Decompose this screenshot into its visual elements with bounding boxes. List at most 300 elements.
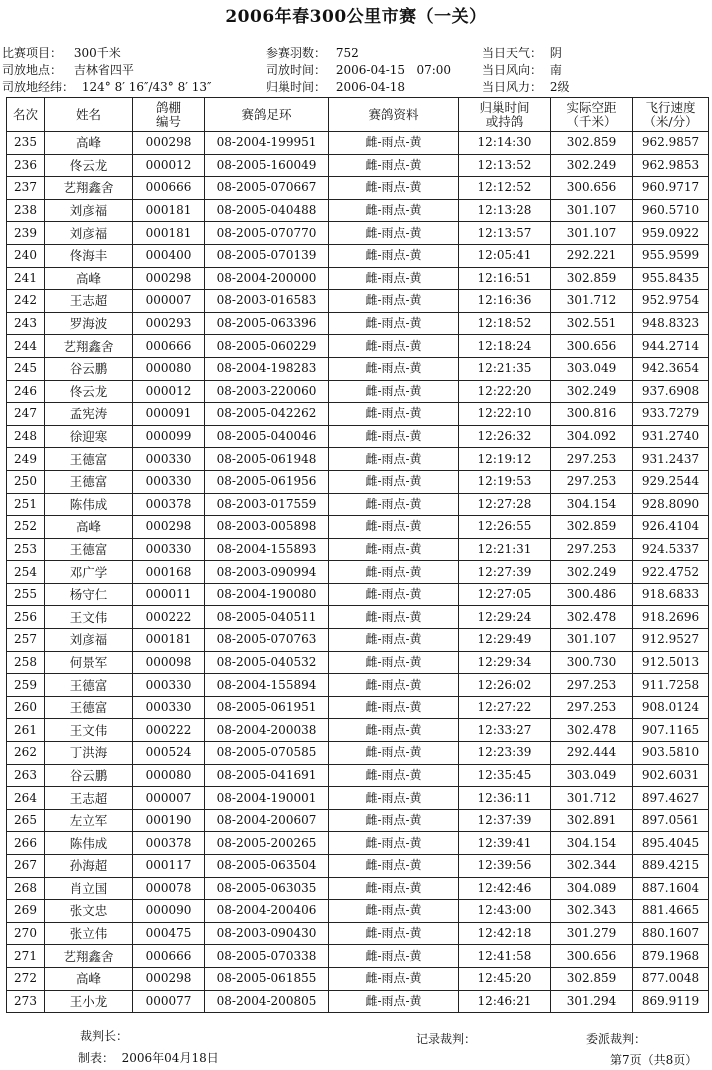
cell-name: 陈伟成 xyxy=(45,493,133,516)
page-number: 第7页（共8页） xyxy=(610,1053,698,1067)
cell-speed: 912.5013 xyxy=(633,651,709,674)
cell-name: 谷云鹏 xyxy=(45,357,133,380)
cell-ring-number: 08-2005-063396 xyxy=(205,312,329,335)
cell-arrival-time: 12:13:57 xyxy=(459,222,551,245)
meta-release-time xyxy=(266,61,451,78)
cell-arrival-time: 12:16:36 xyxy=(459,290,551,313)
cell-arrival-time: 12:29:24 xyxy=(459,606,551,629)
cell-ring-number: 08-2004-155894 xyxy=(205,674,329,697)
cell-distance: 301.294 xyxy=(551,990,633,1013)
cell-distance: 292.444 xyxy=(551,742,633,765)
meta-coords xyxy=(2,78,212,95)
cell-arrival-time: 12:41:58 xyxy=(459,945,551,968)
cell-pigeon-info: 雌-雨点-黄 xyxy=(329,516,459,539)
cell-rank: 273 xyxy=(7,990,45,1013)
cell-ring-number: 08-2004-190080 xyxy=(205,583,329,606)
cell-pigeon-info: 雌-雨点-黄 xyxy=(329,651,459,674)
meta-wind-dir xyxy=(482,61,562,78)
table-header-row xyxy=(7,98,709,132)
table-row xyxy=(7,312,709,335)
cell-loft-id: 000293 xyxy=(133,312,205,335)
cell-distance: 302.859 xyxy=(551,516,633,539)
cell-arrival-time: 12:27:05 xyxy=(459,583,551,606)
table-row xyxy=(7,357,709,380)
cell-pigeon-info: 雌-雨点-黄 xyxy=(329,448,459,471)
cell-speed: 955.8435 xyxy=(633,267,709,290)
cell-arrival-time: 12:39:56 xyxy=(459,855,551,878)
cell-name: 刘彦福 xyxy=(45,222,133,245)
table-row xyxy=(7,516,709,539)
cell-pigeon-info: 雌-雨点-黄 xyxy=(329,335,459,358)
table-row xyxy=(7,719,709,742)
cell-distance: 302.478 xyxy=(551,719,633,742)
cell-speed: 933.7279 xyxy=(633,403,709,426)
cell-name: 高峰 xyxy=(45,132,133,155)
coords-value: 124° 8′ 16″/43° 8′ 13″ xyxy=(81,80,212,94)
table-row xyxy=(7,244,709,267)
cell-distance: 301.712 xyxy=(551,787,633,810)
cell-pigeon-info: 雌-雨点-黄 xyxy=(329,674,459,697)
cell-distance: 297.253 xyxy=(551,538,633,561)
table-row xyxy=(7,945,709,968)
cell-distance: 302.859 xyxy=(551,267,633,290)
cell-loft-id: 000330 xyxy=(133,674,205,697)
cell-rank: 251 xyxy=(7,493,45,516)
cell-pigeon-info: 雌-雨点-黄 xyxy=(329,629,459,652)
cell-ring-number: 08-2003-090994 xyxy=(205,561,329,584)
table-row xyxy=(7,629,709,652)
cell-rank: 255 xyxy=(7,583,45,606)
cell-loft-id: 000298 xyxy=(133,132,205,155)
cell-loft-id: 000091 xyxy=(133,403,205,426)
cell-loft-id: 000011 xyxy=(133,583,205,606)
meta-weather xyxy=(482,44,562,61)
cell-distance: 302.249 xyxy=(551,380,633,403)
cell-rank: 243 xyxy=(7,312,45,335)
cell-rank: 262 xyxy=(7,742,45,765)
cell-arrival-time: 12:13:28 xyxy=(459,199,551,222)
column-header-ring-number: 赛鸽足环 xyxy=(205,98,329,132)
table-row xyxy=(7,380,709,403)
table-row xyxy=(7,222,709,245)
cell-distance: 300.730 xyxy=(551,651,633,674)
cell-distance: 300.656 xyxy=(551,177,633,200)
cell-ring-number: 08-2005-070585 xyxy=(205,742,329,765)
cell-arrival-time: 12:19:12 xyxy=(459,448,551,471)
cell-ring-number: 08-2005-040046 xyxy=(205,425,329,448)
cell-speed: 879.1968 xyxy=(633,945,709,968)
cell-distance: 302.551 xyxy=(551,312,633,335)
cell-loft-id: 000378 xyxy=(133,832,205,855)
cell-speed: 942.3654 xyxy=(633,357,709,380)
cell-arrival-time: 12:13:52 xyxy=(459,154,551,177)
cell-name: 谷云鹏 xyxy=(45,764,133,787)
cell-loft-id: 000078 xyxy=(133,877,205,900)
cell-loft-id: 000330 xyxy=(133,696,205,719)
cell-name: 佟海丰 xyxy=(45,244,133,267)
cell-speed: 902.6031 xyxy=(633,764,709,787)
cell-speed: 962.9853 xyxy=(633,154,709,177)
cell-arrival-time: 12:18:24 xyxy=(459,335,551,358)
table-row xyxy=(7,855,709,878)
cell-name: 艺翔鑫舍 xyxy=(45,945,133,968)
column-header-pigeon-info: 赛鸽资料 xyxy=(329,98,459,132)
cell-arrival-time: 12:27:28 xyxy=(459,493,551,516)
cell-loft-id: 000222 xyxy=(133,606,205,629)
column-header-loft-id: 鸽棚 编号 xyxy=(133,98,205,132)
cell-pigeon-info: 雌-雨点-黄 xyxy=(329,945,459,968)
cell-loft-id: 000012 xyxy=(133,380,205,403)
wind-force-label: 当日风力： xyxy=(482,80,543,94)
cell-pigeon-info: 雌-雨点-黄 xyxy=(329,561,459,584)
cell-name: 刘彦福 xyxy=(45,199,133,222)
cell-ring-number: 08-2005-040532 xyxy=(205,651,329,674)
cell-arrival-time: 12:26:02 xyxy=(459,674,551,697)
cell-arrival-time: 12:33:27 xyxy=(459,719,551,742)
cell-rank: 240 xyxy=(7,244,45,267)
cell-distance: 297.253 xyxy=(551,674,633,697)
release-time-label: 司放时间： xyxy=(266,63,327,77)
cell-pigeon-info: 雌-雨点-黄 xyxy=(329,809,459,832)
table-row xyxy=(7,742,709,765)
table-row xyxy=(7,787,709,810)
cell-name: 肖立国 xyxy=(45,877,133,900)
column-header-name: 姓名 xyxy=(45,98,133,132)
cell-loft-id: 000007 xyxy=(133,290,205,313)
cell-name: 王志超 xyxy=(45,787,133,810)
table-row xyxy=(7,696,709,719)
cell-name: 罗海波 xyxy=(45,312,133,335)
cell-speed: 880.1607 xyxy=(633,922,709,945)
cell-ring-number: 08-2003-090430 xyxy=(205,922,329,945)
cell-name: 佟云龙 xyxy=(45,154,133,177)
cell-name: 王德富 xyxy=(45,538,133,561)
cell-arrival-time: 12:43:00 xyxy=(459,900,551,923)
cell-arrival-time: 12:26:32 xyxy=(459,425,551,448)
cell-rank: 272 xyxy=(7,967,45,990)
cell-rank: 265 xyxy=(7,809,45,832)
prepared-date: 制表： 2006年04月18日 xyxy=(78,1051,219,1065)
cell-speed: 926.4104 xyxy=(633,516,709,539)
cell-arrival-time: 12:26:55 xyxy=(459,516,551,539)
cell-speed: 929.2544 xyxy=(633,470,709,493)
table-row xyxy=(7,538,709,561)
weather-label: 当日天气： xyxy=(482,46,543,60)
cell-pigeon-info: 雌-雨点-黄 xyxy=(329,403,459,426)
table-row xyxy=(7,425,709,448)
meta-entries xyxy=(266,44,359,61)
cell-speed: 960.5710 xyxy=(633,199,709,222)
cell-rank: 236 xyxy=(7,154,45,177)
cell-loft-id: 000330 xyxy=(133,448,205,471)
cell-ring-number: 08-2005-070770 xyxy=(205,222,329,245)
cell-pigeon-info: 雌-雨点-黄 xyxy=(329,719,459,742)
cell-pigeon-info: 雌-雨点-黄 xyxy=(329,312,459,335)
wind-dir-label: 当日风向： xyxy=(482,63,543,77)
cell-pigeon-info: 雌-雨点-黄 xyxy=(329,764,459,787)
cell-distance: 302.859 xyxy=(551,132,633,155)
cell-distance: 300.816 xyxy=(551,403,633,426)
cell-speed: 869.9119 xyxy=(633,990,709,1013)
cell-rank: 264 xyxy=(7,787,45,810)
cell-speed: 937.6908 xyxy=(633,380,709,403)
cell-ring-number: 08-2005-040488 xyxy=(205,199,329,222)
cell-pigeon-info: 雌-雨点-黄 xyxy=(329,832,459,855)
cell-distance: 292.221 xyxy=(551,244,633,267)
cell-name: 丁洪海 xyxy=(45,742,133,765)
cell-speed: 931.2740 xyxy=(633,425,709,448)
cell-arrival-time: 12:19:53 xyxy=(459,470,551,493)
cell-loft-id: 000666 xyxy=(133,177,205,200)
cell-arrival-time: 12:42:46 xyxy=(459,877,551,900)
cell-rank: 246 xyxy=(7,380,45,403)
cell-name: 陈伟成 xyxy=(45,832,133,855)
table-row xyxy=(7,877,709,900)
cell-speed: 952.9754 xyxy=(633,290,709,313)
table-row xyxy=(7,267,709,290)
cell-pigeon-info: 雌-雨点-黄 xyxy=(329,425,459,448)
cell-rank: 242 xyxy=(7,290,45,313)
project-label: 比赛项目： xyxy=(2,46,63,60)
cell-distance: 302.478 xyxy=(551,606,633,629)
cell-ring-number: 08-2005-041691 xyxy=(205,764,329,787)
cell-ring-number: 08-2005-160049 xyxy=(205,154,329,177)
cell-rank: 239 xyxy=(7,222,45,245)
cell-ring-number: 08-2003-016583 xyxy=(205,290,329,313)
entries-label: 参赛羽数： xyxy=(266,46,327,60)
cell-rank: 271 xyxy=(7,945,45,968)
table-row xyxy=(7,561,709,584)
cell-ring-number: 08-2005-060229 xyxy=(205,335,329,358)
assigned-judge: 委派裁判： xyxy=(586,1032,647,1046)
cell-ring-number: 08-2005-040511 xyxy=(205,606,329,629)
cell-loft-id: 000080 xyxy=(133,764,205,787)
cell-pigeon-info: 雌-雨点-黄 xyxy=(329,922,459,945)
column-header-rank: 名次 xyxy=(7,98,45,132)
cell-speed: 912.9527 xyxy=(633,629,709,652)
record-judge: 记录裁判： xyxy=(416,1032,477,1046)
cell-distance: 302.891 xyxy=(551,809,633,832)
cell-speed: 881.4665 xyxy=(633,900,709,923)
meta-release-place xyxy=(2,61,134,78)
cell-distance: 300.656 xyxy=(551,945,633,968)
cell-rank: 258 xyxy=(7,651,45,674)
cell-ring-number: 08-2005-061951 xyxy=(205,696,329,719)
column-header-arrival-time: 归巢时间 或持鸽 xyxy=(459,98,551,132)
cell-pigeon-info: 雌-雨点-黄 xyxy=(329,132,459,155)
cell-arrival-time: 12:39:41 xyxy=(459,832,551,855)
cell-speed: 962.9857 xyxy=(633,132,709,155)
cell-name: 王志超 xyxy=(45,290,133,313)
release-place-label: 司放地点： xyxy=(2,63,63,77)
cell-loft-id: 000524 xyxy=(133,742,205,765)
cell-rank: 241 xyxy=(7,267,45,290)
cell-speed: 955.9599 xyxy=(633,244,709,267)
cell-loft-id: 000666 xyxy=(133,335,205,358)
cell-rank: 244 xyxy=(7,335,45,358)
cell-name: 邓广学 xyxy=(45,561,133,584)
cell-distance: 301.107 xyxy=(551,222,633,245)
cell-ring-number: 08-2003-220060 xyxy=(205,380,329,403)
cell-rank: 238 xyxy=(7,199,45,222)
cell-pigeon-info: 雌-雨点-黄 xyxy=(329,967,459,990)
cell-ring-number: 08-2005-070338 xyxy=(205,945,329,968)
entries-value: 752 xyxy=(335,46,359,60)
cell-ring-number: 08-2004-190001 xyxy=(205,787,329,810)
cell-distance: 297.253 xyxy=(551,448,633,471)
cell-arrival-time: 12:05:41 xyxy=(459,244,551,267)
cell-ring-number: 08-2005-070667 xyxy=(205,177,329,200)
cell-pigeon-info: 雌-雨点-黄 xyxy=(329,290,459,313)
cell-distance: 301.712 xyxy=(551,290,633,313)
cell-pigeon-info: 雌-雨点-黄 xyxy=(329,244,459,267)
cell-ring-number: 08-2004-200406 xyxy=(205,900,329,923)
cell-speed: 924.5337 xyxy=(633,538,709,561)
cell-pigeon-info: 雌-雨点-黄 xyxy=(329,493,459,516)
cell-arrival-time: 12:29:34 xyxy=(459,651,551,674)
cell-rank: 235 xyxy=(7,132,45,155)
cell-pigeon-info: 雌-雨点-黄 xyxy=(329,199,459,222)
cell-rank: 249 xyxy=(7,448,45,471)
cell-rank: 248 xyxy=(7,425,45,448)
cell-rank: 263 xyxy=(7,764,45,787)
cell-ring-number: 08-2005-061956 xyxy=(205,470,329,493)
table-row xyxy=(7,967,709,990)
cell-ring-number: 08-2005-063035 xyxy=(205,877,329,900)
cell-distance: 301.279 xyxy=(551,922,633,945)
cell-arrival-time: 12:27:22 xyxy=(459,696,551,719)
cell-rank: 269 xyxy=(7,900,45,923)
table-row xyxy=(7,177,709,200)
cell-loft-id: 000077 xyxy=(133,990,205,1013)
cell-distance: 304.154 xyxy=(551,832,633,855)
table-row xyxy=(7,448,709,471)
cell-name: 左立军 xyxy=(45,809,133,832)
cell-name: 张文忠 xyxy=(45,900,133,923)
cell-pigeon-info: 雌-雨点-黄 xyxy=(329,606,459,629)
table-row xyxy=(7,674,709,697)
cell-speed: 895.4045 xyxy=(633,832,709,855)
cell-loft-id: 000181 xyxy=(133,199,205,222)
cell-loft-id: 000298 xyxy=(133,267,205,290)
cell-rank: 250 xyxy=(7,470,45,493)
cell-arrival-time: 12:21:35 xyxy=(459,357,551,380)
cell-distance: 301.107 xyxy=(551,199,633,222)
cell-name: 王德富 xyxy=(45,470,133,493)
cell-pigeon-info: 雌-雨点-黄 xyxy=(329,877,459,900)
cell-arrival-time: 12:29:49 xyxy=(459,629,551,652)
cell-loft-id: 000168 xyxy=(133,561,205,584)
cell-ring-number: 08-2004-200038 xyxy=(205,719,329,742)
cell-distance: 297.253 xyxy=(551,470,633,493)
cell-distance: 302.343 xyxy=(551,900,633,923)
cell-name: 刘彦福 xyxy=(45,629,133,652)
cell-name: 张立伟 xyxy=(45,922,133,945)
cell-distance: 300.486 xyxy=(551,583,633,606)
table-row xyxy=(7,199,709,222)
cell-name: 高峰 xyxy=(45,967,133,990)
cell-ring-number: 08-2003-005898 xyxy=(205,516,329,539)
cell-rank: 261 xyxy=(7,719,45,742)
cell-arrival-time: 12:14:30 xyxy=(459,132,551,155)
table-row xyxy=(7,335,709,358)
cell-rank: 270 xyxy=(7,922,45,945)
cell-speed: 897.0561 xyxy=(633,809,709,832)
return-time-value: 2006-04-18 xyxy=(335,80,406,94)
cell-pigeon-info: 雌-雨点-黄 xyxy=(329,538,459,561)
meta-return-time xyxy=(266,78,405,95)
cell-distance: 302.859 xyxy=(551,967,633,990)
cell-name: 艺翔鑫舍 xyxy=(45,177,133,200)
table-row xyxy=(7,132,709,155)
cell-distance: 301.107 xyxy=(551,629,633,652)
cell-pigeon-info: 雌-雨点-黄 xyxy=(329,380,459,403)
cell-distance: 302.249 xyxy=(551,154,633,177)
table-row xyxy=(7,403,709,426)
cell-loft-id: 000330 xyxy=(133,538,205,561)
cell-speed: 907.1165 xyxy=(633,719,709,742)
cell-name: 王文伟 xyxy=(45,606,133,629)
cell-rank: 245 xyxy=(7,357,45,380)
project-value: 300千米 xyxy=(73,46,121,60)
cell-speed: 922.4752 xyxy=(633,561,709,584)
cell-ring-number: 08-2004-200607 xyxy=(205,809,329,832)
cell-ring-number: 08-2005-061948 xyxy=(205,448,329,471)
column-header-speed: 飞行速度 （米/分） xyxy=(633,98,709,132)
cell-arrival-time: 12:35:45 xyxy=(459,764,551,787)
cell-ring-number: 08-2005-042262 xyxy=(205,403,329,426)
cell-rank: 268 xyxy=(7,877,45,900)
cell-loft-id: 000098 xyxy=(133,651,205,674)
cell-loft-id: 000475 xyxy=(133,922,205,945)
cell-rank: 237 xyxy=(7,177,45,200)
cell-name: 王德富 xyxy=(45,674,133,697)
cell-arrival-time: 12:27:39 xyxy=(459,561,551,584)
cell-pigeon-info: 雌-雨点-黄 xyxy=(329,696,459,719)
cell-speed: 931.2437 xyxy=(633,448,709,471)
table-row xyxy=(7,832,709,855)
cell-name: 王文伟 xyxy=(45,719,133,742)
cell-speed: 959.0922 xyxy=(633,222,709,245)
cell-distance: 304.092 xyxy=(551,425,633,448)
cell-loft-id: 000378 xyxy=(133,493,205,516)
cell-speed: 897.4627 xyxy=(633,787,709,810)
cell-arrival-time: 12:22:20 xyxy=(459,380,551,403)
table-row xyxy=(7,290,709,313)
cell-rank: 254 xyxy=(7,561,45,584)
cell-rank: 252 xyxy=(7,516,45,539)
cell-rank: 257 xyxy=(7,629,45,652)
table-row xyxy=(7,809,709,832)
column-header-distance: 实际空距 （千米） xyxy=(551,98,633,132)
cell-rank: 267 xyxy=(7,855,45,878)
cell-loft-id: 000222 xyxy=(133,719,205,742)
cell-speed: 908.0124 xyxy=(633,696,709,719)
cell-ring-number: 08-2005-063504 xyxy=(205,855,329,878)
cell-rank: 247 xyxy=(7,403,45,426)
cell-speed: 948.8323 xyxy=(633,312,709,335)
cell-distance: 304.154 xyxy=(551,493,633,516)
cell-ring-number: 08-2003-017559 xyxy=(205,493,329,516)
release-time-value: 2006-04-15 07:00 xyxy=(335,63,452,77)
cell-arrival-time: 12:46:21 xyxy=(459,990,551,1013)
cell-name: 高峰 xyxy=(45,267,133,290)
cell-arrival-time: 12:12:52 xyxy=(459,177,551,200)
cell-distance: 302.249 xyxy=(551,561,633,584)
table-row xyxy=(7,651,709,674)
cell-pigeon-info: 雌-雨点-黄 xyxy=(329,990,459,1013)
cell-ring-number: 08-2005-200265 xyxy=(205,832,329,855)
